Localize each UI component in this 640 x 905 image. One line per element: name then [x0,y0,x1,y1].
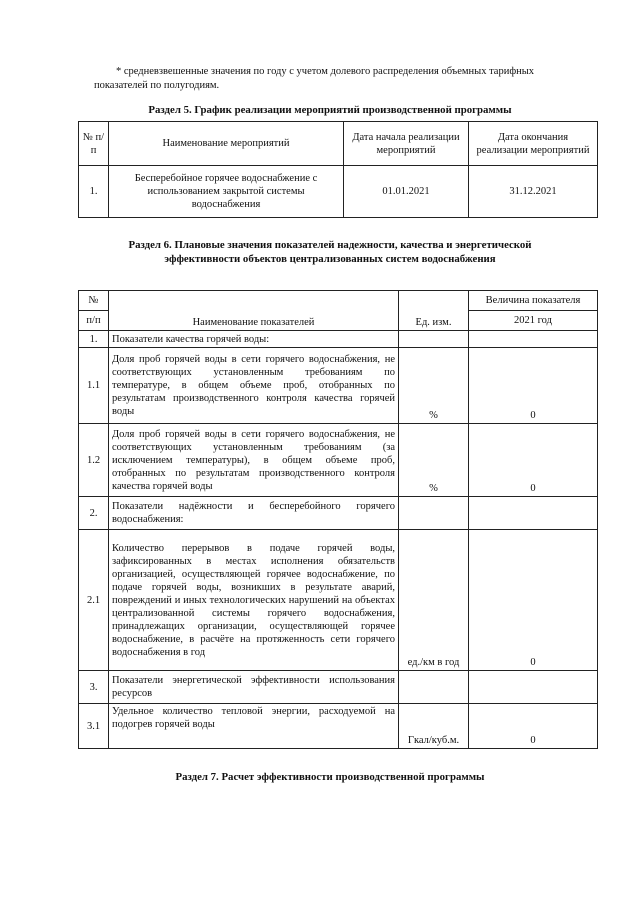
indicator-unit [399,671,469,704]
indicator-row [79,348,598,424]
indicator-num: 1.2 [79,424,109,497]
indicator-value: 0 [469,348,598,424]
indicator-name: Количество перерывов в подаче горячей воды, зафиксированных в местах исполнения обязательств организацией, осуществляющей горячее водоснабжение, по подаче горячей воды, возникших в результате аварий, повреждений и иных технологических нарушений на объектах централизованной системы горячего водоснабжения, принадлежащих организации, осуществляющей горячее водоснабжение, в расчёте на протяженность сети горячего водоснабжения в год [109,530,399,671]
indicator-value: 0 [469,530,598,671]
indicators-header-year: 2021 год [469,311,598,331]
indicators-header-num-bottom: п/п [79,311,109,331]
section-6-title-line-2: эффективности объектов централизованных систем водоснабжения [164,253,496,265]
indicator-row [79,704,598,749]
indicator-num: 3. [79,671,109,704]
indicator-row [79,671,598,704]
footnote [94,65,598,93]
schedule-header-name: Наименование мероприятий [109,122,344,166]
footnote-line-2: показателей по полугодиям. [94,80,220,91]
indicator-name: Показатели энергетической эффективности использования ресурсов [109,671,399,704]
section-6-title-line-1: Раздел 6. Плановые значения показателей надежности, качества и энергетической [128,239,532,251]
indicators-table [78,290,598,749]
schedule-header-start: Дата начала реализации мероприятий [344,122,469,166]
schedule-header-end: Дата окончания реализации мероприятий [469,122,598,166]
schedule-table [78,121,598,218]
footnote-line-1: * средневзвешенные значения по году с учетом долевого распределения объемных тарифных [116,66,535,77]
schedule-row-num: 1. [79,166,109,218]
schedule-row [79,166,598,218]
indicators-header-num-top: № [79,291,109,311]
indicator-name: Показатели надёжности и бесперебойного горячего водоснабжения: [109,497,399,530]
indicator-num: 2. [79,497,109,530]
schedule-row-end: 31.12.2021 [469,166,598,218]
indicator-row [79,530,598,671]
section-6-title [60,238,600,266]
indicator-value [469,497,598,530]
indicators-header-row-1 [79,291,598,311]
indicator-unit [399,331,469,348]
indicator-value: 0 [469,704,598,749]
schedule-header-num: № п/п [79,122,109,166]
section-5-title: Раздел 5. График реализации мероприятий производственной программы [148,104,512,116]
indicators-header-name: Наименование показателей [109,291,399,331]
schedule-row-start: 01.01.2021 [344,166,469,218]
indicators-header-unit: Ед. изм. [399,291,469,331]
indicator-name: Удельное количество тепловой энергии, расходуемой на подогрев горячей воды [109,704,399,749]
indicator-value [469,671,598,704]
schedule-header-row [79,122,598,166]
indicator-unit: % [399,424,469,497]
section-7-title: Раздел 7. Расчет эффективности производственной программы [175,771,485,783]
indicator-name: Показатели качества горячей воды: [109,331,399,348]
indicator-num: 1. [79,331,109,348]
indicator-unit: Гкал/куб.м. [399,704,469,749]
indicator-num: 2.1 [79,530,109,671]
indicator-row [79,497,598,530]
indicator-name: Доля проб горячей воды в сети горячего водоснабжения, не соответствующих установленным требованиям (за исключением температуры), в общем объеме проб, отобранных по результатам производственного контроля качества горячей воды [109,424,399,497]
indicator-row [79,331,598,348]
indicator-unit: % [399,348,469,424]
indicator-value [469,331,598,348]
indicator-num: 1.1 [79,348,109,424]
indicator-value: 0 [469,424,598,497]
indicators-header-value-group: Величина показателя [469,291,598,311]
indicator-name: Доля проб горячей воды в сети горячего водоснабжения, не соответствующих установленным требованиям по температуре, в общем объеме проб, отобранных по результатам производственного контроля качества горячей воды [109,348,399,424]
indicator-num: 3.1 [79,704,109,749]
indicator-unit: ед./км в год [399,530,469,671]
schedule-row-name: Бесперебойное горячее водоснабжение с использованием закрытой системы водоснабжения [109,166,344,218]
indicator-unit [399,497,469,530]
indicator-row [79,424,598,497]
